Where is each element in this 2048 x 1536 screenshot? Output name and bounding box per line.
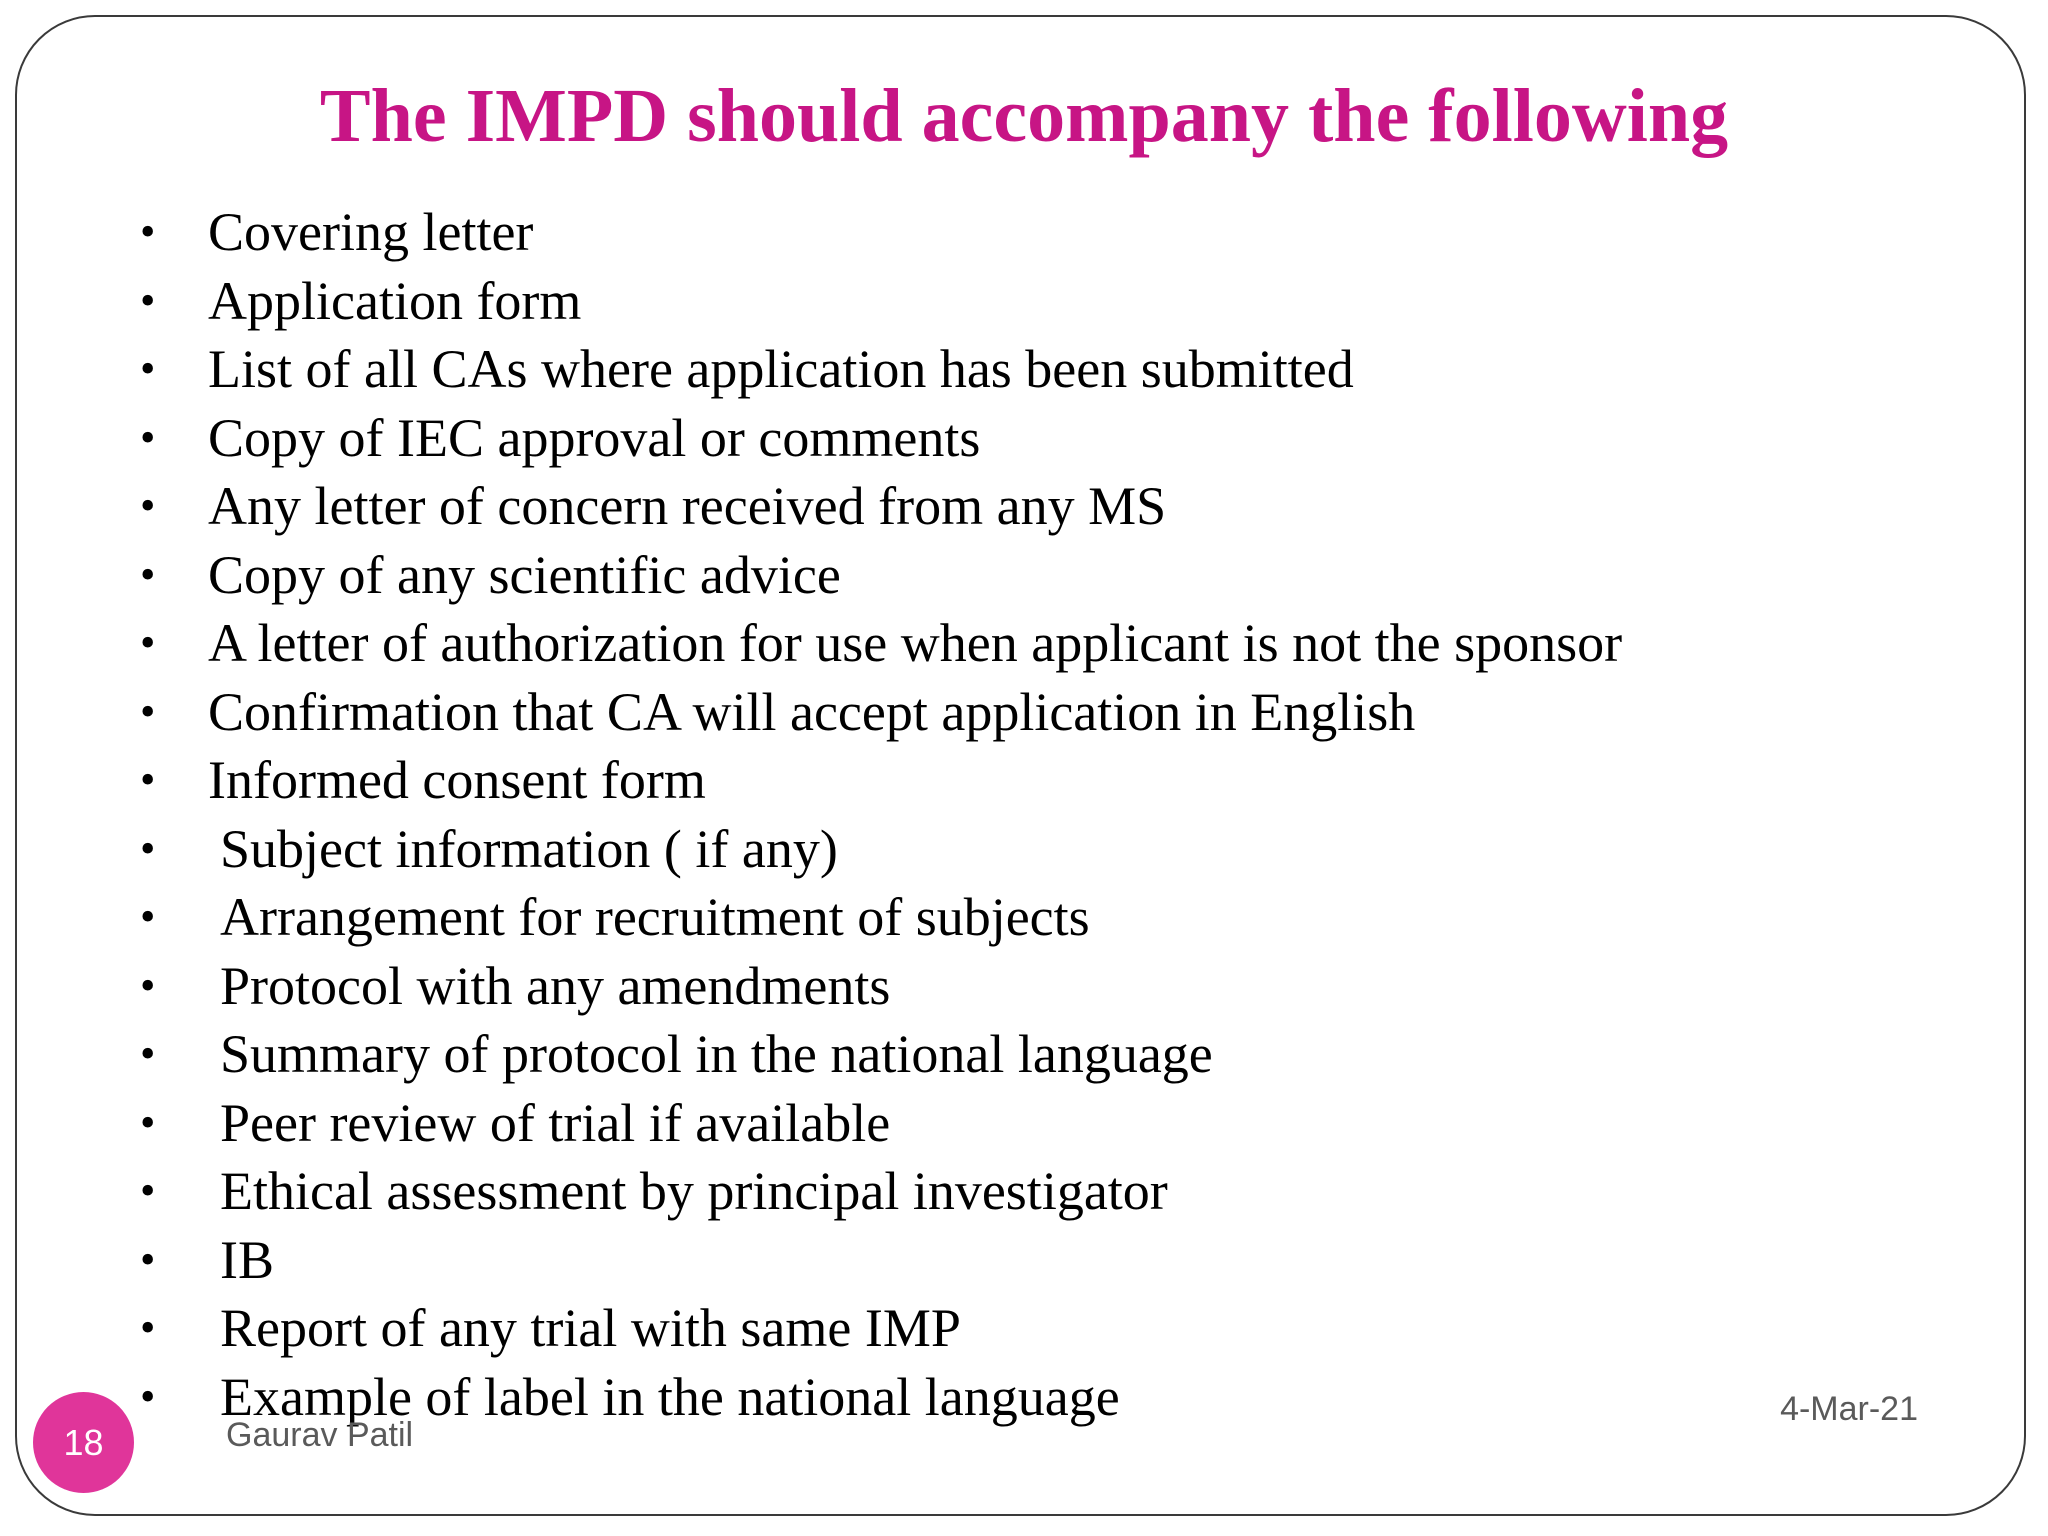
list-item-text: Covering letter	[208, 202, 534, 262]
slide-number-badge: 18	[33, 1392, 134, 1493]
footer-date: 4-Mar-21	[1780, 1390, 1918, 1428]
bullet-icon: •	[140, 686, 156, 736]
list-item-text: IB	[220, 1229, 274, 1290]
bullet-icon: •	[140, 1303, 156, 1352]
list-item-text: Summary of protocol in the national language	[220, 1024, 1213, 1084]
bullet-icon: •	[140, 1029, 156, 1078]
list-item-text: A letter of authorization for use when applicant is not the sponsor	[208, 613, 1623, 673]
bullet-icon: •	[140, 275, 156, 325]
bullet-icon: •	[140, 207, 156, 256]
bullet-icon: •	[140, 960, 156, 1010]
list-item-text: Report of any trial with same IMP	[220, 1298, 961, 1358]
list-item-text: Copy of IEC approval or comments	[208, 407, 981, 468]
bullet-icon: •	[140, 1234, 156, 1284]
bullet-icon: •	[140, 1371, 156, 1421]
list-item-text: Example of label in the national language	[220, 1366, 1120, 1427]
list-item-text: Protocol with any amendments	[220, 955, 891, 1016]
slide-title: The IMPD should accompany the following	[319, 74, 1729, 158]
bullet-icon: •	[140, 1097, 156, 1147]
bullet-icon: •	[140, 1166, 156, 1215]
list-item-text: Copy of any scientific advice	[208, 544, 841, 605]
bullet-icon: •	[140, 412, 156, 462]
list-item-text: List of all CAs where application has been submitted	[208, 339, 1354, 399]
list-item-text: Peer review of trial if available	[220, 1092, 891, 1153]
list-item-text: Application form	[208, 270, 582, 331]
bullet-icon: •	[140, 823, 156, 873]
list-item-text: Subject information ( if any)	[220, 818, 838, 879]
list-item-text: Informed consent form	[208, 750, 706, 810]
list-item-text: Any letter of concern received from any MS	[208, 476, 1167, 536]
bullet-icon: •	[140, 618, 156, 667]
list-item-text: Confirmation that CA will accept application in English	[208, 681, 1416, 742]
list-item-text: Arrangement for recruitment of subjects	[220, 887, 1090, 947]
bullet-icon: •	[140, 549, 156, 599]
bullet-icon: •	[140, 481, 156, 530]
bullet-icon: •	[140, 755, 156, 804]
footer-author: Gaurav Patil	[226, 1416, 414, 1454]
list-item-text: Ethical assessment by principal investigator	[220, 1161, 1168, 1221]
bullet-icon: •	[140, 344, 156, 393]
bullet-icon: •	[140, 892, 156, 941]
